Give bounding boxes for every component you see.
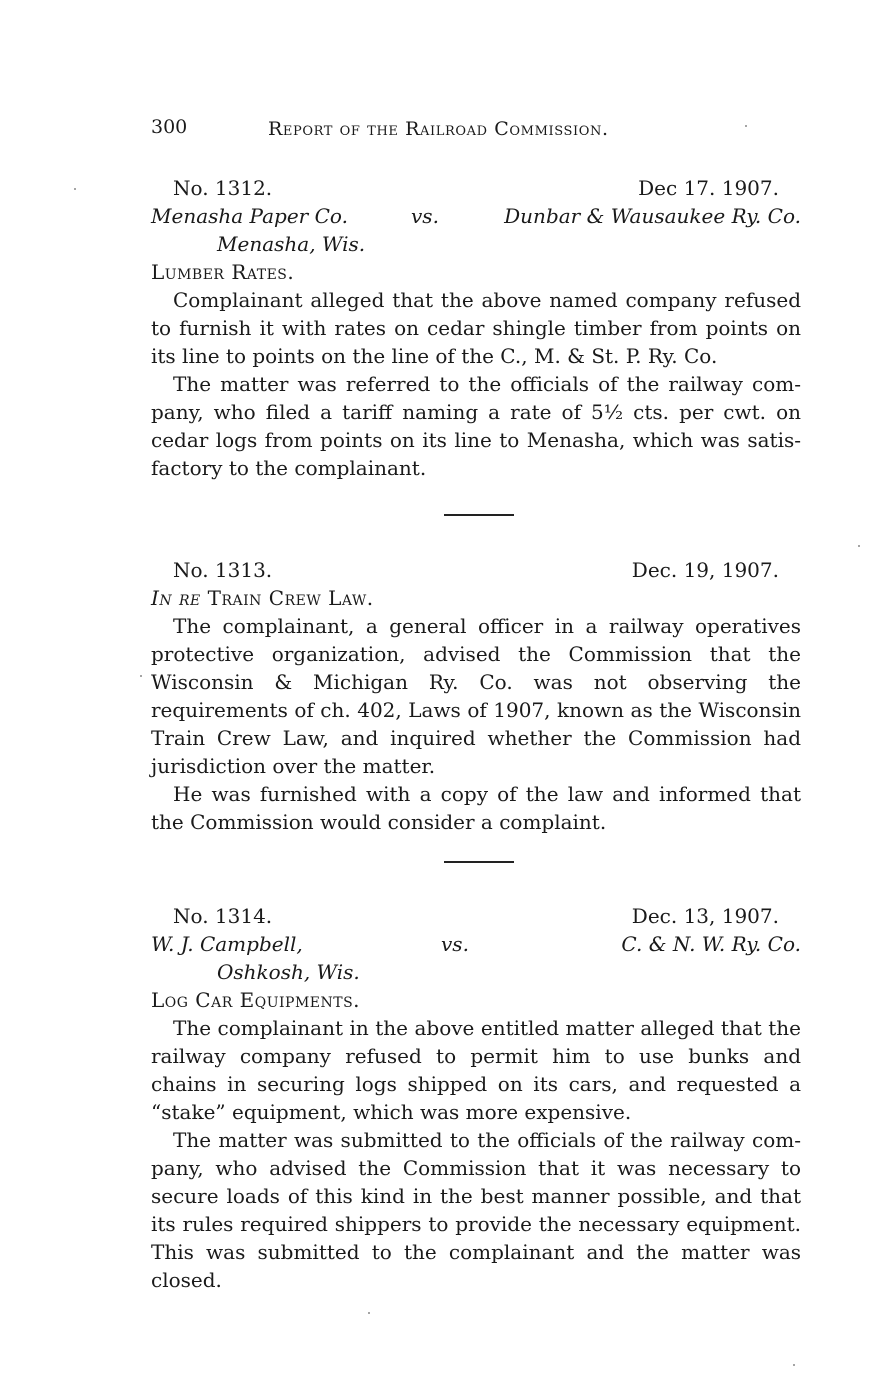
case-paragraph: The matter was submitted to the officials of the railway company, who advised the Commission that it was necessary to secure loads of this kind in the best manner possible, and that its rules required shippers to provide the necessary equipment. This was submitted to the complainant and the matter was closed. <box>151 1128 801 1292</box>
scan-speck <box>140 675 142 677</box>
complainant-location: Menasha, Wis. <box>217 232 366 256</box>
respondent-name: C. & N. W. Ry. Co. <box>621 932 801 956</box>
case-location-row <box>151 230 801 258</box>
case-location-row <box>151 958 801 986</box>
case-1314 <box>151 902 801 1294</box>
case-subject-line <box>151 584 374 612</box>
case-heading <box>151 174 801 202</box>
scan-speck <box>368 1312 370 1314</box>
case-subject-row <box>151 258 801 286</box>
case-paragraph: Complainant alleged that the above named company refused to furnish it with rates on cedar shingle timber from points on its line to points on the line of the C., M. & St. P. Ry. Co. <box>151 288 801 368</box>
subject-prefix: In re <box>151 586 201 610</box>
versus-label: vs. <box>441 932 469 956</box>
running-title: Report of the Railroad Commission. <box>268 118 609 140</box>
respondent-name: Dunbar & Wausaukee Ry. Co. <box>504 204 801 228</box>
case-1313 <box>151 556 801 836</box>
case-number: No. 1314. <box>173 904 273 928</box>
page-header <box>151 116 801 146</box>
page-number: 300 <box>151 116 188 138</box>
scan-speck <box>793 1364 795 1366</box>
case-paragraph: He was furnished with a copy of the law and informed that the Commission would consider a complaint. <box>151 782 801 834</box>
case-subject-row <box>151 986 801 1014</box>
complainant-name: Menasha Paper Co. <box>151 204 348 228</box>
case-1312 <box>151 174 801 482</box>
case-subject: Lumber Rates. <box>151 260 295 284</box>
case-heading <box>151 556 801 584</box>
case-paragraph: The matter was referred to the officials of the railway company, who filed a tariff naming a rate of 5½ cts. per cwt. on cedar logs from points on its line to Menasha, which was satisfactory to the complainant. <box>151 372 801 480</box>
case-number: No. 1312. <box>173 176 273 200</box>
scan-speck <box>74 188 76 190</box>
case-heading <box>151 902 801 930</box>
complainant-location: Oshkosh, Wis. <box>217 960 360 984</box>
complainant-name: W. J. Campbell, <box>151 932 303 956</box>
case-parties <box>151 202 801 230</box>
case-date: Dec. 19, 1907. <box>631 558 779 582</box>
case-paragraph: The complainant, a general officer in a railway operatives protective organization, advised the Commission that the Wisconsin & Michigan Ry. Co. was not observing the requirements of ch. 402, Laws of 1907, known as the Wisconsin Train Crew Law, and inquired whether the Commission had jurisdiction over the matter. <box>151 614 801 778</box>
case-subject: Log Car Equipments. <box>151 988 361 1012</box>
case-parties <box>151 930 801 958</box>
case-date: Dec 17. 1907. <box>638 176 779 200</box>
case-number: No. 1313. <box>173 558 273 582</box>
scan-speck <box>858 545 860 547</box>
case-paragraph: The complainant in the above entitled matter alleged that the railway company refused to permit him to use bunks and chains in securing logs shipped on its cars, and requested a “stake” equipment, which was more expensive. <box>151 1016 801 1124</box>
section-divider <box>444 861 514 863</box>
scan-speck <box>745 125 747 127</box>
case-subject: Train Crew Law. <box>207 586 374 610</box>
section-divider <box>444 514 514 516</box>
case-subject-row <box>151 584 801 612</box>
versus-label: vs. <box>411 204 439 228</box>
case-date: Dec. 13, 1907. <box>631 904 779 928</box>
